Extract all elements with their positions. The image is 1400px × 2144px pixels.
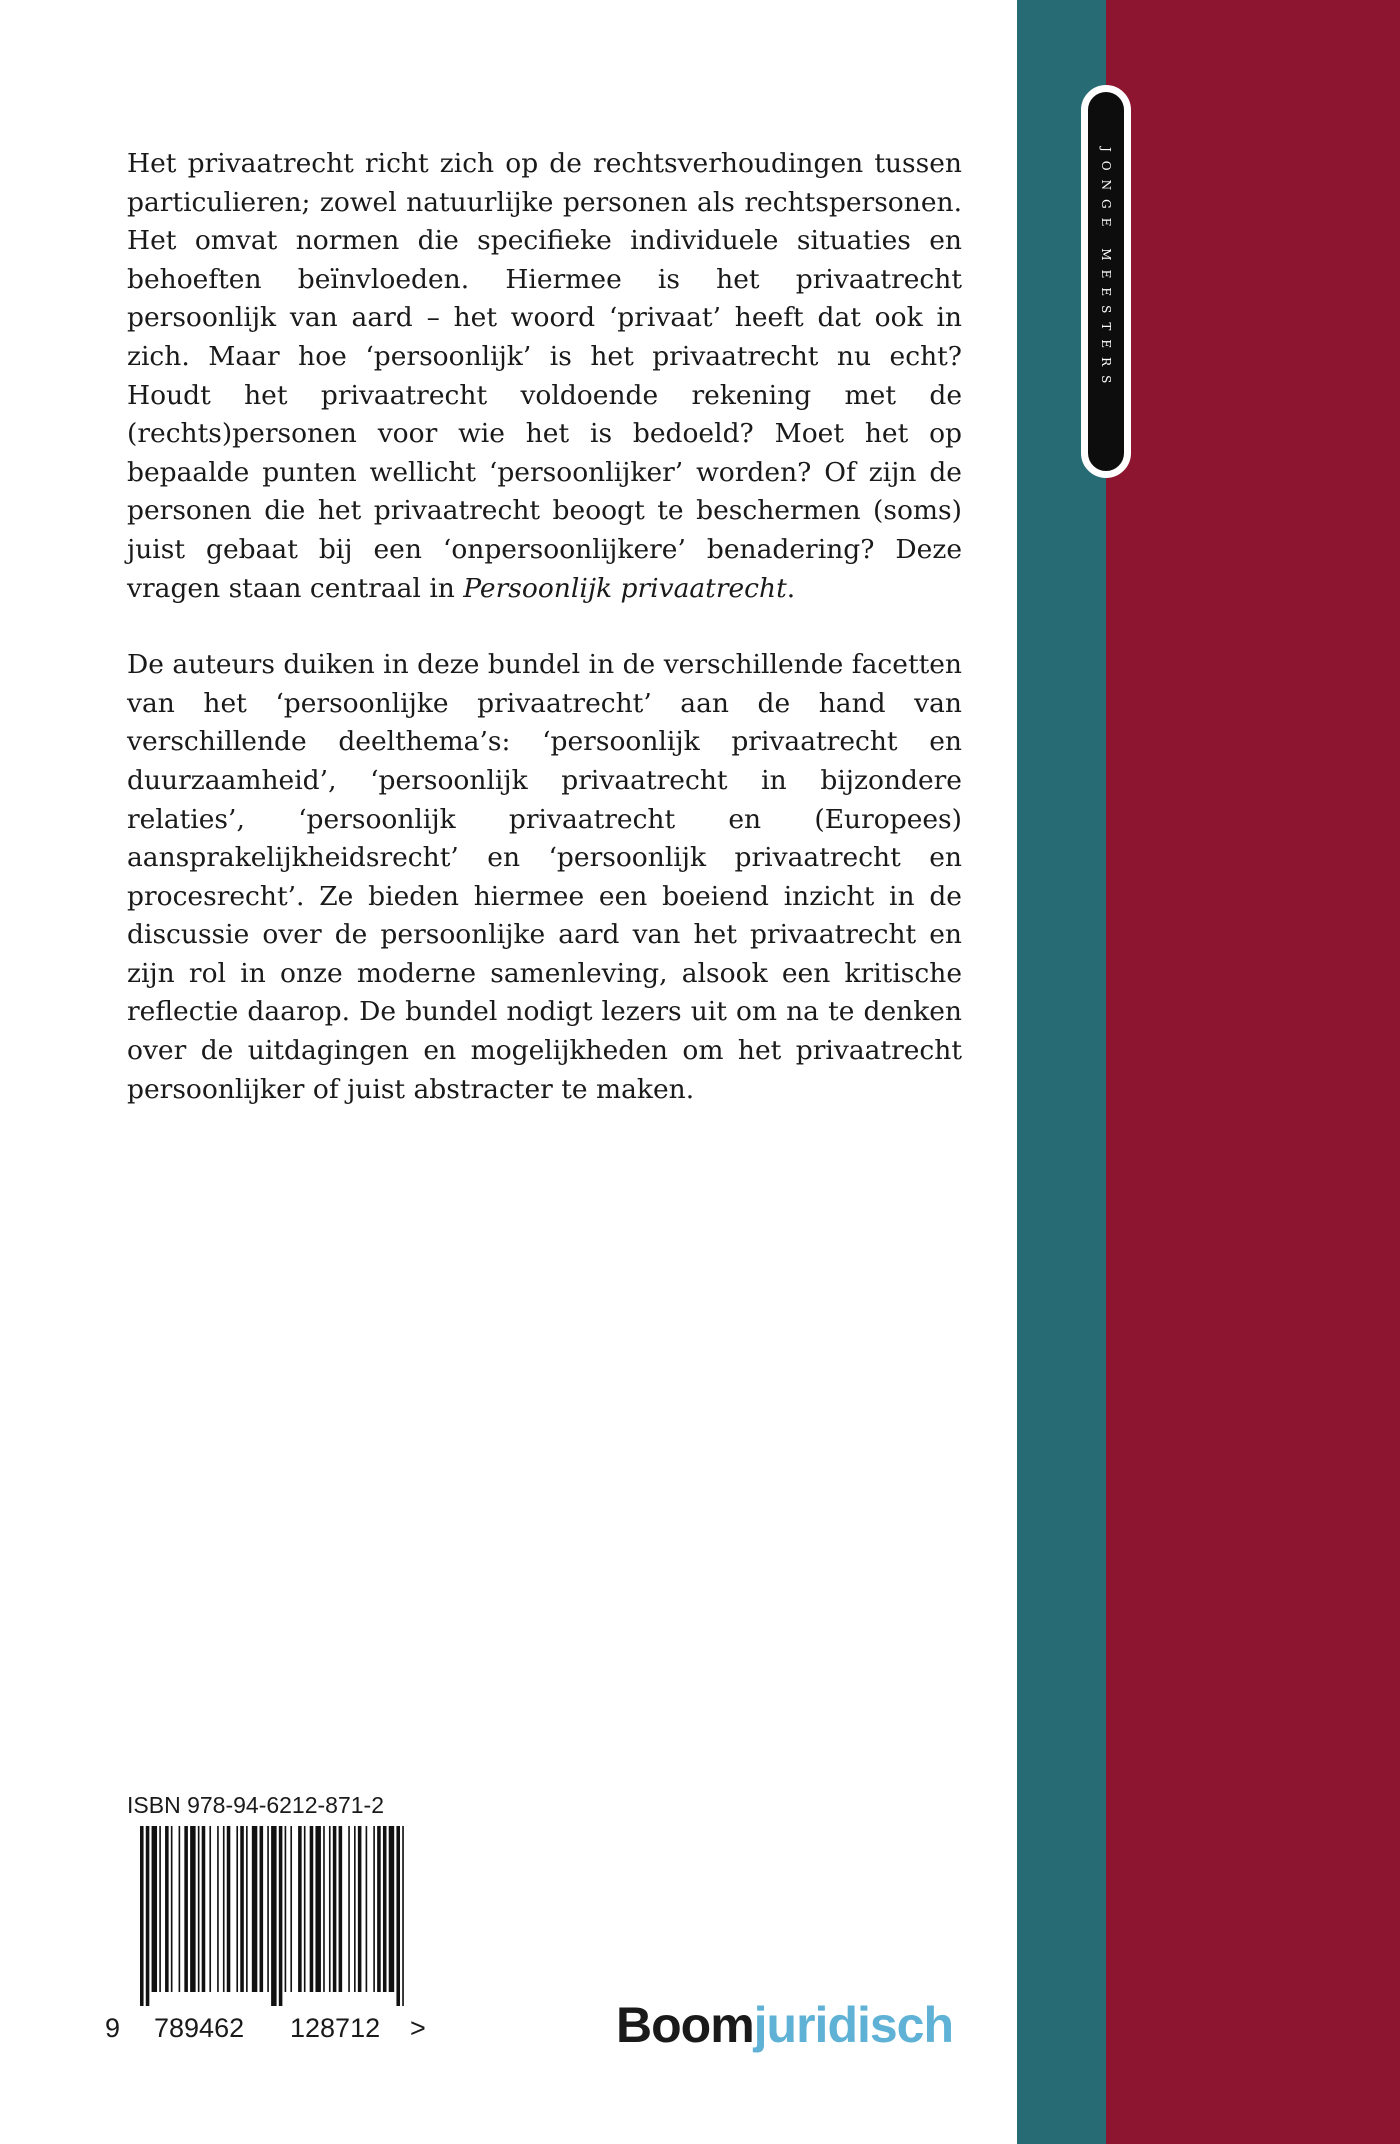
barcode-bar <box>223 1826 225 1992</box>
barcode-bar <box>140 1826 144 2006</box>
barcode-bar <box>358 1826 362 1992</box>
barcode-bar <box>217 1826 219 1992</box>
barcode-bar <box>377 1826 381 1992</box>
publisher-logo <box>616 1996 953 2054</box>
barcode-bar <box>383 1826 387 1992</box>
barcode-bar <box>315 1826 320 1992</box>
barcode-bar <box>227 1826 231 1992</box>
barcode-bar <box>236 1826 238 1992</box>
barcode-bar <box>339 1826 343 1992</box>
barcode-bar <box>198 1826 200 1992</box>
blurb-paragraph-1-end: . <box>786 572 796 604</box>
barcode-bar <box>271 1826 276 2006</box>
barcode-bar <box>179 1826 181 1992</box>
series-badge <box>1081 85 1131 478</box>
barcode-bar <box>165 1826 169 1992</box>
barcode-bar <box>323 1826 325 1992</box>
barcode-digit-first: 9 <box>105 2013 121 2043</box>
barcode-bar <box>184 1826 188 1992</box>
isbn-label: ISBN 978-94-6212-871-2 <box>127 1792 384 1818</box>
barcode-bar <box>285 1826 287 1992</box>
barcode-bar <box>373 1826 375 1992</box>
barcode-bar <box>171 1826 173 1992</box>
barcode-bar <box>240 1826 244 1992</box>
barcode-bar <box>310 1826 314 1992</box>
barcode-bar <box>333 1826 337 1992</box>
barcode-bar <box>304 1826 306 1992</box>
barcode-bar <box>267 1826 269 1992</box>
barcode-bar <box>260 1826 264 1992</box>
barcode-digits-group-1: 789462 <box>154 2013 245 2043</box>
blurb-paragraph-1-text: Het privaatrecht richt zich op de rechtsverhoudingen tussen particulieren; zowel natuurlijke personen als rechtspersonen. Het omvat normen die specifieke individuele situaties en behoeften beïnvloeden. Hiermee is het privaatrecht persoonlijk van aard – het woord ‘privaat’ heeft dat ook in zich. Maar hoe ‘persoonlijk’ is het privaatrecht nu echt? Houdt het privaatrecht voldoende rekening met de (rechts)personen voor wie het is bedoeld? Moet het op bepaalde punten wellicht ‘persoonlijker’ worden? Of zijn de personen die het privaatrecht beoogt te beschermen (soms) juist gebaat bij een ‘onpersoonlijkere’ benadering? Deze vragen staan centraal in <box>127 148 962 604</box>
barcode-bar <box>202 1826 206 1992</box>
blurb-paragraph-2: De auteurs duiken in deze bundel in de verschillende facetten van het ‘persoonlijke privaatrecht’ aan de hand van verschillende deelthema’s: ‘persoonlijk privaatrecht en duurzaamheid’, ‘persoonlijk privaatrecht in bijzondere relaties’, ‘persoonlijk privaatrecht en (Europees) aansprakelijkheidsrecht’ en ‘persoonlijk privaatrecht en procesrecht’. Ze bieden hiermee een boeiend inzicht in de discussie over de persoonlijke aard van het privaatrecht en zijn rol in onze moderne samenleving, alsook een kritische reflectie daarop. De bundel nodigt lezers uit om na te denken over de uitdagingen en mogelijkheden om het privaatrecht persoonlijker of juist abstracter te maken. <box>127 649 962 1105</box>
book-title-italic: Persoonlijk privaatrecht <box>463 572 787 604</box>
barcode-bar <box>396 1826 400 2006</box>
barcode-bar <box>402 1826 404 2006</box>
barcode-bar <box>246 1826 248 1992</box>
barcode-bar <box>252 1826 257 1992</box>
barcode-bar <box>298 1826 302 1992</box>
barcode-bar <box>329 1826 331 1992</box>
barcode-bar <box>146 1826 150 2006</box>
barcode-bar <box>366 1826 368 1992</box>
barcode-bar <box>389 1826 394 1992</box>
publisher-logo-juridisch: juridisch <box>753 1997 954 2053</box>
crimson-panel <box>1106 0 1400 2144</box>
publisher-logo-boom: Boom <box>616 1997 754 2053</box>
back-cover-blurb <box>127 145 962 1147</box>
barcode <box>140 1826 408 2006</box>
barcode-bar <box>279 1826 283 2006</box>
barcode-bar <box>152 1826 157 1992</box>
barcode-bar <box>159 1826 161 1992</box>
barcode-bar <box>290 1826 292 1992</box>
barcode-bar <box>209 1826 211 1992</box>
barcode-bar <box>354 1826 356 1992</box>
series-label: JONGE MEESTERS <box>1099 147 1113 393</box>
barcode-bar <box>190 1826 195 1992</box>
blurb-paragraph-1 <box>127 145 962 608</box>
barcode-bar <box>348 1826 350 1992</box>
barcode-quiet-zone-mark: > <box>410 2013 426 2043</box>
barcode-digits-group-2: 128712 <box>290 2013 381 2043</box>
